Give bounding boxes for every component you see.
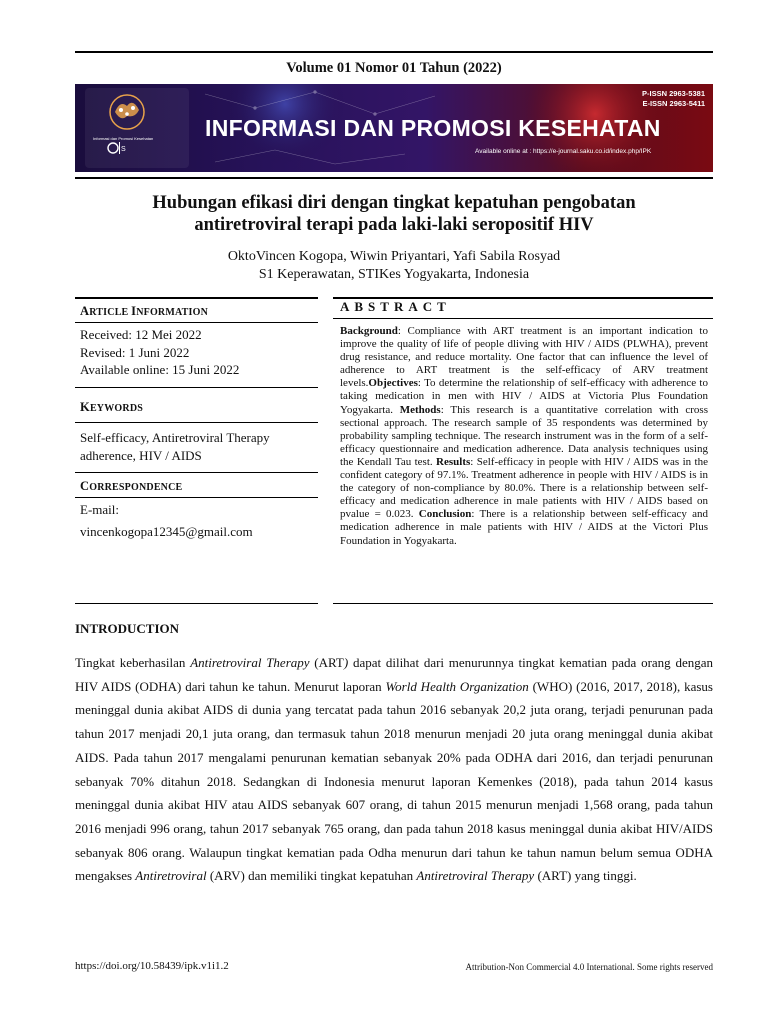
correspondence-heading: CORRESPONDENCE [80,479,183,493]
issn-print: P-ISSN 2963-5381 [642,89,705,98]
dates-block [80,326,239,379]
banner-logo-sub: S [121,146,126,153]
banner-rule [75,177,713,179]
banner-journal-title: INFORMASI DAN PROMOSI KESEHATAN [205,115,661,141]
info-rule-2 [75,387,318,388]
doi-link[interactable]: https://doi.org/10.58439/ipk.v1i1.2 [75,960,229,972]
info-rule-5 [75,497,318,498]
abstract-body: Background: Compliance with ART treatment is an important indication to improve the quality of life of people dliving with HIV / AIDS (PLWHA), prevent drug resistance, and reduce mortality. One factor that can influence the level of adherence to ART treatment is the self-efficacy of ARV treatment levels.Objectives: To determine the relationship of self-efficacy with adherence to taking medication in men with HIV / AIDS at Victoria Plus Foundation Yogyakarta. Methods: This research is a quantitative correlation with cross sectional approach. The research sample of 35 respondents was determined by probability sampling technique. The research instrument was in the form of a self-efficacy questionnaire and medication adherence. Data analysis techniques using the Kendall Tau test. Results: Self-efficacy in people with HIV / AIDS was in the confident category of 97.1%. Treatment adherence in people with HIV / AIDS is in the category of non-compliance by 80.0%. There is a relationship between self-efficacy and medication adherence in male patients with HIV / AIDS based on pvalue = 0.023. Conclusion: There is a relationship between self-efficacy and medication adherence in male patients with HIV / AIDS at the Victori Plus Foundation in Yogyakarta. [340,325,708,547]
top-rule [75,51,713,53]
keywords-block [80,429,270,464]
article-info-heading: ARTICLE INFORMATION [80,304,209,318]
author-names: OktoVincen Kogopa, Wiwin Priyantari, Yafi Sabila Rosyad [227,249,561,264]
abstract-heading: ABSTRACT [340,299,451,314]
banner-url: Available online at : https://e-journal.saku.co.id/index.php/IPK [475,148,652,155]
volume-header: Volume 01 Nomor 01 Tahun (2022) [286,60,502,76]
info-rule-3 [75,422,318,423]
issn-online: E-ISSN 2963-5411 [642,99,705,108]
info-rule-bottom [75,603,318,604]
correspondence-block [80,501,253,540]
article-title-line1: Hubungan efikasi diri dengan tingkat kepatuhan pengobatan [152,193,636,213]
revised-date: Revised: 1 Juni 2022 [80,344,190,360]
article-title-line2: antiretroviral terapi pada laki-laki seropositif HIV [194,215,594,235]
info-rule-top [75,297,318,299]
info-rule-4 [75,472,318,473]
available-date: Available online: 15 Juni 2022 [80,362,240,377]
introduction-paragraph: Tingkat keberhasilan Antiretroviral Therapy (ART) dapat dilihat dari menurunnya tingkat kematian pada orang dengan HIV AIDS (ODHA) dari tahun ke tahun. Menurut laporan World Health Organization (WHO) (2016, 2017, 2018), kasus meninggal dunia akibat AIDS di dunia yang tercatat pada tahun 2016 sebanyak 20,2 juta orang, terjadi penurunan pada tahun 2017 menjadi 20,1 juta orang, dan termasuk tahun 2018 menurun menjadi 20 juta orang meninggal dunia akibat AIDS. Pada tahun 2017 mengalami penurunan kematian sebanyak 20% pada ODHA dari 2016, dan terjadi penurunan sebanyak 70% ditahun 2018. Sedangkan di Indonesia menurut laporan Kemenkes (2018), pada tahun 2014 kasus meninggal dunia akibat HIV atau AIDS sebanyak 607 orang, di tahun 2015 menurun menjadi 1,568 orang, pada tahun 2016 menjadi 996 orang, tahun 2017 sebanyak 765 orang, dan pada tahun 2018 kasus meninggal dunia akibat HIV/AIDS sebanyak 806 orang. Walaupun tingkat kematian pada Odha menurun dari tahun ke tahun namun belum semua ODHA mengakses Antiretroviral (ARV) dan memiliki tingkat kepatuhan Antiretroviral Therapy (ART) yang tinggi. [75,655,713,884]
keywords-line1: Self-efficacy, Antiretroviral Therapy [80,430,270,445]
author-block [75,248,713,284]
license-text: Attribution-Non Commercial 4.0 International. Some rights reserved [465,962,713,972]
author-affiliation: S1 Keperawatan, STIKes Yogyakarta, Indonesia [258,267,530,282]
article-title [75,192,713,236]
abstract-rule-1 [333,318,713,319]
received-date: Received: 12 Mei 2022 [80,327,202,342]
info-rule-1 [75,322,318,323]
keywords-line2: adherence, HIV / AIDS [80,447,202,463]
introduction-heading: INTRODUCTION [75,621,180,636]
banner-logo-caption: Informasi dan Promosi Kesehatan [93,136,154,141]
email-address[interactable]: vincenkogopa12345@gmail.com [80,523,253,539]
keywords-heading: KEYWORDS [80,400,144,414]
email-label: E-mail: [80,502,119,517]
banner-issn [642,89,705,109]
abstract-rule-bottom [333,603,713,604]
journal-banner [75,84,713,172]
